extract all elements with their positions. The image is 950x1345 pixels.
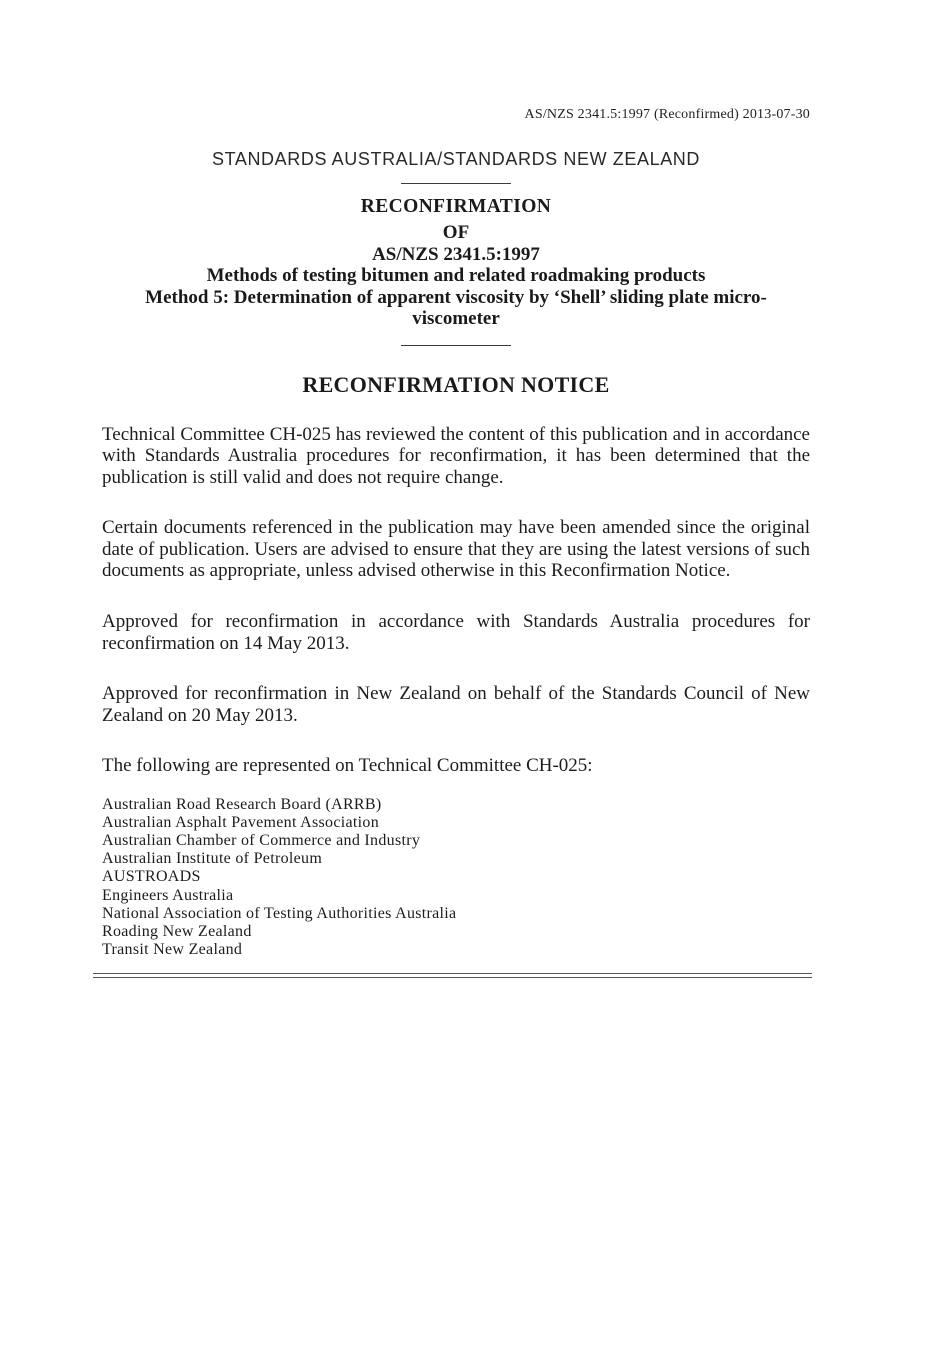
committee-member-item: Australian Road Research Board (ARRB) <box>102 796 382 814</box>
committee-member-item: Roading New Zealand <box>102 922 252 940</box>
divider-double-bottom <box>93 973 812 978</box>
committee-member-item: Australian Institute of Petroleum <box>102 850 323 868</box>
notice-paragraph: Approved for reconfirmation in New Zealand on behalf of the Standards Council of New Zealand on 20 May 2013. <box>102 683 810 726</box>
committee-list <box>102 796 810 959</box>
committee-member-item: Engineers Australia <box>102 886 234 904</box>
org-title: STANDARDS AUSTRALIA/STANDARDS NEW ZEALAND <box>211 149 700 169</box>
notice-paragraph: Technical Committee CH-025 has reviewed the content of this publication and in accordance with Standards Australia procedures for reconfirmation, it has been determined that the publication is still valid and does not require change. <box>102 423 810 488</box>
standard-title-lines <box>102 222 810 330</box>
method-title-line2: viscometer <box>412 308 500 329</box>
standard-code: AS/NZS 2341.5:1997 <box>372 243 540 265</box>
committee-member-item: AUSTROADS <box>102 868 201 886</box>
divider-short-top <box>401 183 511 184</box>
document-reference: AS/NZS 2341.5:1997 (Reconfirmed) 2013-07-30 <box>524 107 810 122</box>
page-content <box>102 107 810 959</box>
committee-member-item: Australian Chamber of Commerce and Industry <box>102 832 421 850</box>
committee-member-item: Transit New Zealand <box>102 940 243 958</box>
notice-body <box>102 424 810 778</box>
committee-member-item: National Association of Testing Authorities Australia <box>102 904 457 922</box>
reconfirmation-word: RECONFIRMATION <box>360 196 552 217</box>
divider-short-bottom <box>401 345 511 346</box>
of-word: OF <box>442 222 470 243</box>
committee-member-item: Australian Asphalt Pavement Association <box>102 814 379 832</box>
notice-paragraph: The following are represented on Technical Committee CH-025: <box>102 755 593 777</box>
method-title-line1: Method 5: Determination of apparent viscosity by ‘Shell’ sliding plate micro- <box>145 286 767 308</box>
title-block <box>102 196 810 330</box>
standard-title: Methods of testing bitumen and related roadmaking products <box>206 265 706 286</box>
notice-heading: RECONFIRMATION NOTICE <box>302 371 610 397</box>
notice-paragraph: Certain documents referenced in the publication may have been amended since the original date of publication. Users are advised to ensure that they are using the latest versions of such documents as appropriate, unless advised otherwise in this Reconfirmation Notice. <box>102 517 810 582</box>
notice-paragraph: Approved for reconfirmation in accordance with Standards Australia procedures for reconfirmation on 14 May 2013. <box>102 611 810 654</box>
